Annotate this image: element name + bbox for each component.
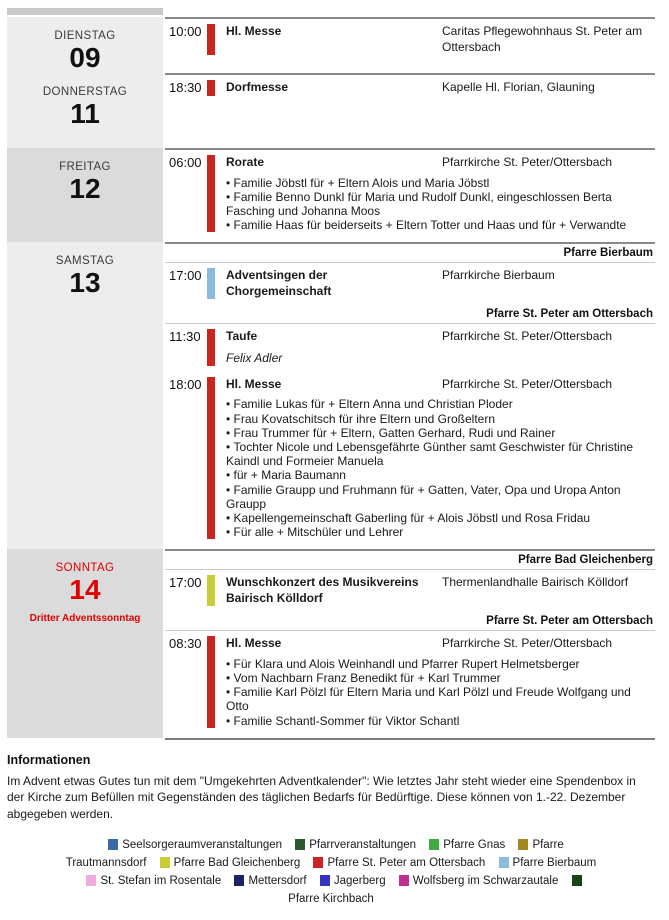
event-intentions-list (226, 176, 655, 233)
legend-color-swatch (160, 857, 170, 868)
legend-label: Pfarre Kirchbach (288, 893, 374, 906)
day-row (7, 148, 655, 242)
event-title: Taufe (226, 329, 258, 344)
event-intention: • Für alle + Mitschüler und Lehrer (226, 525, 655, 539)
legend-color-swatch (313, 857, 323, 868)
event-main (226, 636, 655, 652)
event-color-bar (207, 329, 215, 366)
day-name: DONNERSTAG (42, 86, 128, 98)
parish-header: Pfarre Bad Gleichenberg (165, 551, 655, 570)
event-body (226, 636, 655, 728)
legend-color-swatch (295, 839, 305, 850)
info-text: Im Advent etwas Gutes tun mit dem "Umgekehrten Adventkalender": Wie letztes Jahr steht wieder eine Spendenbox in der Kirche zum Befüllen mit Gegenständen des täglichen Bedarfs für Bedürftige. Diese können von 1.-22. Dezember abgegeben werden. (7, 773, 636, 821)
day-row (7, 73, 655, 148)
legend-label: Pfarre Bierbaum (512, 857, 597, 870)
event-intention: • Vom Nachbarn Franz Benedikt für + Karl Trummer (226, 671, 655, 685)
legend-color-swatch (86, 875, 96, 886)
day-row (7, 242, 655, 549)
event-intention: • Familie Karl Pölzl für Eltern Maria und Karl Pölzl und Freude Wolfgang und Otto (226, 685, 655, 713)
legend-label: St. Stefan im Rosentale (100, 875, 222, 888)
info-heading: Informationen (7, 752, 91, 767)
legend-label: Mettersdorf (248, 875, 307, 888)
event-title: Dorfmesse (226, 80, 289, 94)
event-time: 11:30 (169, 329, 201, 345)
day-cell (7, 17, 163, 73)
event-time: 17:00 (169, 268, 202, 284)
event-main (226, 329, 655, 345)
legend-label: Seelsorgeraumveranstaltungen (122, 839, 283, 852)
events-cell (165, 73, 655, 148)
event-location: Caritas Pflegewohnhaus St. Peter am Ottersbach (442, 24, 643, 54)
event-color-bar (207, 575, 215, 606)
calendar-table (7, 17, 655, 738)
day-number: 09 (69, 42, 101, 73)
event-title: Hl. Messe (226, 636, 282, 651)
legend-label: Jagerberg (333, 875, 386, 888)
event-intention: • Familie Haas für beiderseits + Eltern Totter und Haas und für + Verwandte (226, 218, 655, 232)
legend-color-swatch (429, 839, 439, 850)
day-column-top-bar (7, 8, 163, 15)
events-cell (165, 549, 655, 738)
table-bottom-border (165, 738, 655, 740)
day-row (7, 549, 655, 738)
events-cell (165, 242, 655, 549)
event-location: Thermenlandhalle Bairisch Kölldorf (442, 575, 629, 590)
day-name: DIENSTAG (54, 30, 116, 42)
event-location: Pfarrkirche St. Peter/Ottersbach (442, 329, 613, 344)
event-title: Adventsingen der Chorgemeinschaft (226, 268, 332, 298)
day-cell (7, 549, 163, 738)
event-location: Pfarrkirche St. Peter/Ottersbach (442, 636, 613, 651)
day-note: Dritter Adventssonntag (29, 613, 141, 625)
event-main (226, 268, 655, 299)
legend-color-swatch (399, 875, 409, 886)
event-color-bar (207, 636, 215, 728)
event-main (226, 24, 655, 55)
event-intention: • Frau Kovatschitsch für ihre Eltern und Großeltern (226, 412, 655, 426)
event-intention: • Familie Graupp und Fruhmann für + Gatten, Vater, Opa und Uropa Anton Graupp (226, 483, 655, 511)
event-location: Pfarrkirche Bierbaum (442, 268, 555, 283)
day-cell (7, 148, 163, 242)
event-intention: • Frau Trummer für + Eltern, Gatten Gerhard, Rudi und Rainer (226, 426, 655, 440)
events-cell (165, 17, 655, 73)
day-number: 14 (69, 574, 101, 606)
event-time: 18:30 (169, 80, 202, 95)
event-main (226, 80, 655, 96)
day-number: 13 (69, 267, 101, 299)
event-row (165, 263, 655, 305)
event-color-bar (207, 24, 215, 55)
event-color-bar (207, 80, 215, 96)
event-location: Pfarrkirche St. Peter/Ottersbach (442, 376, 613, 391)
day-name: SONNTAG (55, 562, 115, 575)
event-row (165, 150, 655, 238)
event-intention: • für + Maria Baumann (226, 468, 655, 482)
event-intention: • Familie Jöbstl für + Eltern Alois und Maria Jöbstl (226, 176, 655, 190)
legend-color-swatch (572, 875, 582, 886)
event-body (226, 575, 655, 606)
event-time: 08:30 (169, 636, 202, 652)
event-title: Rorate (226, 155, 265, 169)
day-number: 12 (69, 173, 101, 204)
event-intention: • Familie Lukas für + Eltern Anna und Christian Ploder (226, 397, 655, 411)
event-row (165, 324, 655, 372)
event-intentions-list (226, 657, 655, 728)
event-main (226, 377, 655, 393)
event-body (226, 268, 655, 299)
legend-color-swatch (499, 857, 509, 868)
event-title: Wunschkonzert des Musikvereins Bairisch Kölldorf (226, 575, 419, 605)
info-section (7, 753, 655, 823)
parish-header: Pfarre St. Peter am Ottersbach (165, 612, 655, 631)
legend-color-swatch (234, 875, 244, 886)
event-body (226, 377, 655, 540)
legend-label: Pfarre Gnas (443, 839, 506, 852)
event-intention: • Familie Benno Dunkl für Maria und Rudolf Dunkl, eingeschlossen Berta Fasching und Johanna Moos (226, 190, 655, 218)
event-row (165, 75, 655, 102)
parish-header: Pfarre St. Peter am Ottersbach (165, 305, 655, 324)
day-name: FREITAG (59, 161, 111, 173)
event-body (226, 24, 655, 55)
event-row (165, 570, 655, 612)
event-time: 18:00 (169, 376, 202, 392)
events-cell (165, 148, 655, 242)
event-intention: • Kapellengemeinschaft Gaberling für + Alois Jöbstl und Rosa Fridau (226, 511, 655, 525)
parish-header: Pfarre Bierbaum (165, 244, 655, 263)
event-row (165, 631, 655, 734)
day-number: 11 (70, 98, 100, 129)
event-subtitle: Felix Adler (226, 350, 283, 365)
event-title: Hl. Messe (226, 376, 282, 391)
legend-label: Pfarre St. Peter am Ottersbach (327, 857, 486, 870)
event-color-bar (207, 155, 215, 232)
legend-color-swatch (108, 839, 118, 850)
parish-color-legend (7, 836, 655, 908)
event-body (226, 80, 655, 96)
event-row (165, 19, 655, 61)
event-intention: • Tochter Nicole und Lebensgefährte Günther samt Geschwister für Christine Kaindl und Formeier Manuela (226, 440, 655, 468)
day-name: SAMSTAG (55, 255, 115, 268)
event-body (226, 329, 655, 366)
event-intentions-list (226, 397, 655, 539)
legend-label: Pfarrveranstaltungen (309, 839, 417, 852)
event-main (226, 575, 655, 606)
legend-label: Pfarre Trautmannsdorf (65, 839, 564, 870)
day-cell (7, 242, 163, 549)
day-cell (7, 73, 163, 148)
event-location: Kapelle Hl. Florian, Glauning (442, 80, 595, 94)
event-intention: • Für Klara und Alois Weinhandl und Pfarrer Rupert Helmetsberger (226, 657, 655, 671)
event-time: 10:00 (169, 24, 202, 39)
event-location: Pfarrkirche St. Peter/Ottersbach (442, 155, 613, 169)
event-intention: • Familie Schantl-Sommer für Viktor Schantl (226, 714, 655, 728)
legend-color-swatch (320, 875, 330, 886)
event-color-bar (207, 377, 215, 540)
event-time: 17:00 (169, 575, 202, 591)
legend-color-swatch (518, 839, 528, 850)
event-row (165, 372, 655, 546)
event-time: 06:00 (169, 155, 202, 170)
day-row (7, 17, 655, 73)
event-title: Hl. Messe (226, 24, 282, 38)
legend-label: Wolfsberg im Schwarzautale (412, 875, 559, 888)
event-color-bar (207, 268, 215, 299)
legend-label: Pfarre Bad Gleichenberg (173, 857, 301, 870)
event-body (226, 155, 655, 232)
event-main (226, 155, 655, 171)
